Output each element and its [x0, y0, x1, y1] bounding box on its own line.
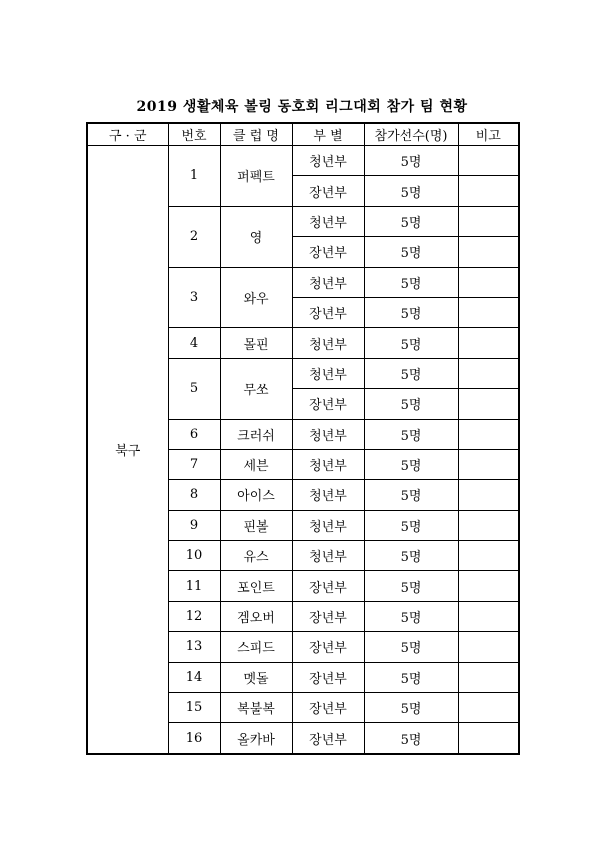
players-cell: 5명: [364, 571, 458, 601]
club-number-cell: 15: [168, 693, 220, 723]
header-remarks: 비고: [458, 123, 519, 146]
remarks-cell: [458, 297, 519, 327]
club-number-cell: 8: [168, 480, 220, 510]
division-cell: 장년부: [292, 389, 364, 419]
remarks-cell: [458, 723, 519, 754]
remarks-cell: [458, 389, 519, 419]
players-cell: 5명: [364, 480, 458, 510]
club-number-cell: 12: [168, 601, 220, 631]
players-cell: 5명: [364, 297, 458, 327]
division-cell: 청년부: [292, 328, 364, 358]
club-number-cell: 13: [168, 632, 220, 662]
club-name-cell: 크러쉬: [220, 419, 292, 449]
players-cell: 5명: [364, 206, 458, 236]
header-club-name: 클 럽 명: [220, 123, 292, 146]
remarks-cell: [458, 510, 519, 540]
club-number-cell: 5: [168, 358, 220, 419]
remarks-cell: [458, 601, 519, 631]
remarks-cell: [458, 693, 519, 723]
club-name-cell: 영: [220, 206, 292, 267]
players-cell: 5명: [364, 237, 458, 267]
division-cell: 장년부: [292, 693, 364, 723]
club-name-cell: 스피드: [220, 632, 292, 662]
remarks-cell: [458, 176, 519, 206]
club-name-cell: 포인트: [220, 571, 292, 601]
remarks-cell: [458, 480, 519, 510]
club-name-cell: 세븐: [220, 449, 292, 479]
remarks-cell: [458, 146, 519, 176]
players-cell: 5명: [364, 358, 458, 388]
division-cell: 청년부: [292, 146, 364, 176]
header-district: 구 · 군: [87, 123, 168, 146]
players-cell: 5명: [364, 176, 458, 206]
header-players: 참가선수(명): [364, 123, 458, 146]
division-cell: 장년부: [292, 632, 364, 662]
remarks-cell: [458, 358, 519, 388]
players-cell: 5명: [364, 419, 458, 449]
players-cell: 5명: [364, 662, 458, 692]
club-number-cell: 10: [168, 541, 220, 571]
remarks-cell: [458, 267, 519, 297]
table-body: [87, 146, 519, 754]
club-name-cell: 올카바: [220, 723, 292, 754]
players-cell: 5명: [364, 693, 458, 723]
table-row: [87, 146, 519, 176]
club-name-cell: 겜오버: [220, 601, 292, 631]
club-name-cell: 핀볼: [220, 510, 292, 540]
players-cell: 5명: [364, 541, 458, 571]
club-name-cell: 복불복: [220, 693, 292, 723]
remarks-cell: [458, 632, 519, 662]
division-cell: 청년부: [292, 541, 364, 571]
division-cell: 청년부: [292, 480, 364, 510]
remarks-cell: [458, 662, 519, 692]
division-cell: 장년부: [292, 723, 364, 754]
club-name-cell: 무쏘: [220, 358, 292, 419]
remarks-cell: [458, 419, 519, 449]
players-cell: 5명: [364, 146, 458, 176]
remarks-cell: [458, 237, 519, 267]
division-cell: 청년부: [292, 267, 364, 297]
remarks-cell: [458, 571, 519, 601]
club-number-cell: 11: [168, 571, 220, 601]
header-number: 번호: [168, 123, 220, 146]
players-cell: 5명: [364, 267, 458, 297]
team-roster-table: [86, 122, 520, 755]
club-number-cell: 9: [168, 510, 220, 540]
division-cell: 장년부: [292, 601, 364, 631]
division-cell: 청년부: [292, 358, 364, 388]
division-cell: 장년부: [292, 662, 364, 692]
document-title: 2019 생활체육 볼링 동호회 리그대회 참가 팀 현황: [136, 99, 468, 115]
division-cell: 장년부: [292, 297, 364, 327]
remarks-cell: [458, 449, 519, 479]
players-cell: 5명: [364, 510, 458, 540]
division-cell: 청년부: [292, 510, 364, 540]
players-cell: 5명: [364, 389, 458, 419]
club-name-cell: 멧돌: [220, 662, 292, 692]
players-cell: 5명: [364, 723, 458, 754]
club-number-cell: 7: [168, 449, 220, 479]
club-name-cell: 와우: [220, 267, 292, 328]
club-name-cell: 유스: [220, 541, 292, 571]
division-cell: 청년부: [292, 449, 364, 479]
division-cell: 청년부: [292, 419, 364, 449]
table-header-row: [87, 123, 519, 146]
club-number-cell: 14: [168, 662, 220, 692]
club-number-cell: 4: [168, 328, 220, 358]
remarks-cell: [458, 541, 519, 571]
division-cell: 장년부: [292, 571, 364, 601]
district-cell: 북구: [87, 146, 168, 754]
club-number-cell: 2: [168, 206, 220, 267]
players-cell: 5명: [364, 632, 458, 662]
club-number-cell: 3: [168, 267, 220, 328]
club-number-cell: 1: [168, 146, 220, 207]
division-cell: 장년부: [292, 237, 364, 267]
club-number-cell: 6: [168, 419, 220, 449]
club-name-cell: 아이스: [220, 480, 292, 510]
players-cell: 5명: [364, 601, 458, 631]
club-name-cell: 몰핀: [220, 328, 292, 358]
remarks-cell: [458, 206, 519, 236]
club-name-cell: 퍼펙트: [220, 146, 292, 207]
remarks-cell: [458, 328, 519, 358]
division-cell: 장년부: [292, 176, 364, 206]
header-division: 부 별: [292, 123, 364, 146]
club-number-cell: 16: [168, 723, 220, 754]
players-cell: 5명: [364, 449, 458, 479]
division-cell: 청년부: [292, 206, 364, 236]
players-cell: 5명: [364, 328, 458, 358]
